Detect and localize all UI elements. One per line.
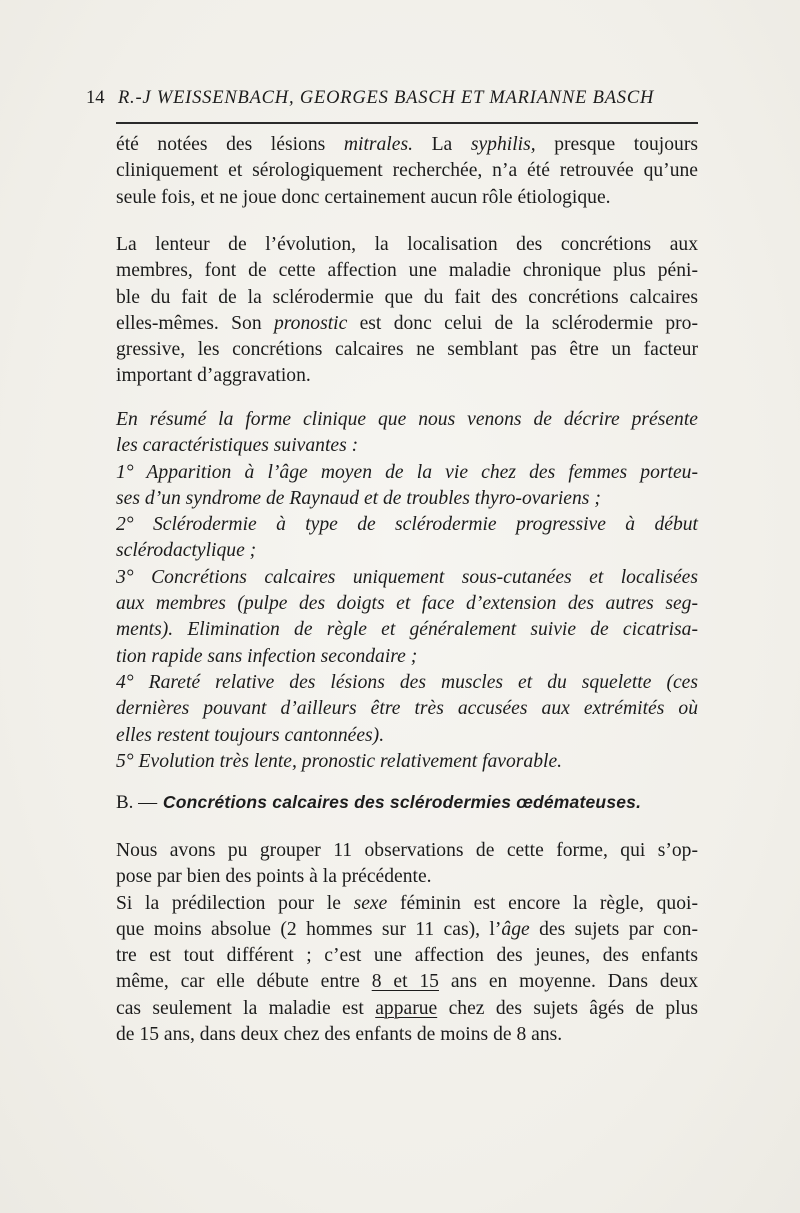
text-line: important d’aggravation. (116, 365, 311, 387)
summary-line: En résumé la forme clinique que nous venons de décrire présente (116, 409, 698, 430)
text-line: seule fois, et ne joue donc certainement aucun rôle étiologique. (116, 186, 611, 208)
text-line: ble du fait de la sclérodermie que du fait des concrétions calcaires (116, 286, 698, 308)
text-line: cliniquement et sérologiquement recherchée, n’a été retrouvée qu’une (116, 160, 698, 182)
summary-line: 4° Rareté relative des lésions des muscles et du squelette (ces (116, 671, 698, 693)
summary-line: elles restent toujours cantonnées). (116, 724, 385, 746)
text-line: gressive, les concrétions calcaires ne semblant pas être un facteur (116, 339, 698, 361)
text-line: elles-mêmes. Son pronostic est donc celui de la sclérodermie pro- (116, 312, 698, 334)
paragraph-etiology (116, 132, 698, 211)
paragraph-observations (116, 838, 698, 1048)
text-line: de 15 ans, dans deux chez des enfants de moins de 8 ans. (116, 1024, 563, 1046)
summary-line: ments). Elimination de règle et généralement suivie de cicatrisa- (116, 619, 698, 641)
text-line: La lenteur de l’évolution, la localisation des concrétions aux (116, 234, 698, 255)
summary-line: 2° Sclérodermie à type de sclérodermie progressive à début (116, 514, 698, 536)
summary-line: sclérodactylique ; (116, 540, 257, 562)
section-title: Concrétions calcaires des sclérodermies œdémateuses. (162, 792, 642, 812)
summary-line: 5° Evolution très lente, pronostic relativement favorable. (116, 750, 563, 772)
underlined-age-range: 8 et 15 (371, 971, 439, 993)
header-authors: R.-J WEISSENBACH, GEORGES BASCH ET MARIANNE BASCH (117, 88, 655, 108)
text-line: été notées des lésions mitrales. La syphilis, presque toujours (116, 134, 698, 155)
running-header (86, 88, 706, 109)
page-number: 14 (86, 88, 105, 108)
text-line: membres, font de cette affection une maladie chronique plus péni- (116, 260, 698, 282)
summary-list (116, 407, 698, 775)
text-line: pose par bien des points à la précédente. (116, 866, 432, 888)
text-line: cas seulement la maladie est apparue chez des sujets âgés de plus (116, 997, 699, 1019)
summary-line: aux membres (pulpe des doigts et face d’extension des autres seg- (116, 593, 698, 615)
text-line: même, car elle débute entre 8 et 15 ans en moyenne. Dans deux (116, 971, 698, 993)
summary-line: les caractéristiques suivantes : (116, 435, 359, 457)
text-line: que moins absolue (2 hommes sur 11 cas), l’âge des sujets par con- (116, 918, 698, 940)
text-line: Si la prédilection pour le sexe féminin est encore la règle, quoi- (116, 892, 698, 914)
summary-line: ses d’un syndrome de Raynaud et de troubles thyro-ovariens ; (116, 487, 601, 509)
summary-line: dernières pouvant d’ailleurs être très accusées aux extrémités où (116, 698, 698, 720)
text-line: Nous avons pu grouper 11 observations de cette forme, qui s’op- (116, 840, 698, 861)
summary-line: 1° Apparition à l’âge moyen de la vie chez des femmes porteu- (116, 461, 698, 483)
summary-line: 3° Concrétions calcaires uniquement sous-cutanées et localisées (116, 566, 698, 588)
section-heading (116, 792, 698, 814)
summary-line: tion rapide sans infection secondaire ; (116, 645, 418, 667)
text-line: tre est tout différent ; c’est une affection des jeunes, des enfants (116, 945, 698, 967)
section-letter: B. — (116, 792, 158, 813)
paragraph-prognosis (116, 232, 698, 390)
underlined-word: apparue (375, 997, 438, 1019)
header-rule (116, 122, 698, 124)
